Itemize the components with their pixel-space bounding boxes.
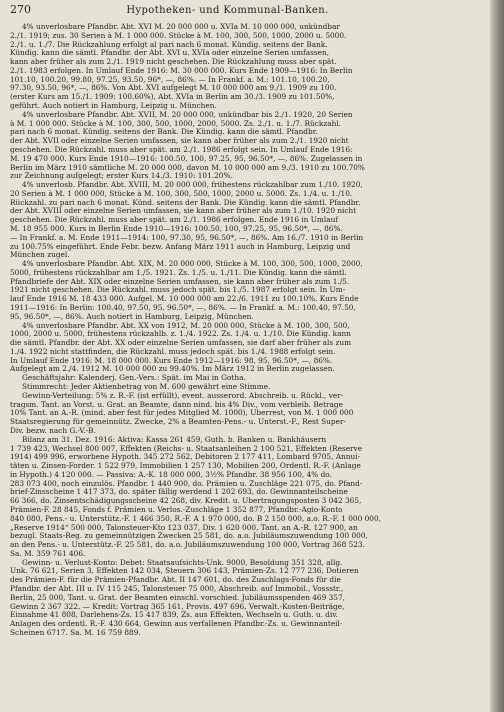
text-line: der Abt. XVIII oder einzelne Serien umfassen, sie kann aber früher als zum 1./10. 1920 nicht: [10, 207, 357, 216]
text-line: „Reserve 1914“ 500 000, Talonsteuer-Kto 123 037, Div. 1 620 000, Tant. an A.-R. 127 900, an: [10, 523, 358, 532]
text-line: zur Zeichnung aufgelegt; erster Kurs 14./3. 1910: 101.20%.: [10, 172, 233, 181]
text-line: Gewinn-Verteilung: 5% z. R.-F. (ist erfüllt), event. ausserord. Abschreib. u. Rückl., ver-: [22, 391, 344, 400]
text-line: 10% Tant. an A.-R. (mind. aber fest für jedes Mitglied M. 1000), Überrest, von M. 1 000 000: [10, 409, 354, 418]
text-line: 2./1. 1919; zus. 30 Serien à M. 1 000 000. Stücke à M. 100, 300, 500, 1000, 2000 u. 5000.: [10, 31, 347, 40]
text-line: 1000, 2000 u. 5000, frühestens rückzahlb. z. 1./4. 1922. Zs. 1./4. u. 1./10. Die Kündig. kann: [10, 330, 351, 339]
page-body: [10, 23, 484, 638]
text-line: — In Frankf. a. M. Ende 1911—1914: 100, 97.30, 95, 96.50*, —, 86%. Am 16./7. 1910 in Berlin: [10, 233, 364, 242]
text-line: 20 Serien à M. 1 000 000, Stücke à M. 100, 300, 500, 1000, 2000 u. 5000. Zs. 1./4. u. 1./10.: [10, 189, 353, 198]
text-line: 95, 96.50*, —, 86%. Auch notiert in Hamburg, Leipzig, München.: [10, 312, 254, 321]
text-line: 4% unverlosbare Pfandbr. Abt. XIX, M. 20 000 000, Stücke à M. 100, 300, 500, 1000, 2000,: [22, 260, 363, 269]
paragraph: [10, 559, 484, 638]
text-line: Kündig. kann die sämtl. Pfandbr. der Abt. XVI u. XVIa oder einzelne Serien umfassen,: [10, 49, 330, 58]
text-line: 840 080, Pens.- u. Unterstütz.-F. 1 466 350, R.-F. A 1 970 000, do. B 2 150 000, a.o. R.-F. 1 000 000,: [10, 514, 381, 523]
text-line: Einnahme 41 808, Darlehens-Zs. 15 417 839, Zs. aus Effekten, Wechseln u. Guth. u. div.: [10, 611, 338, 620]
text-line: 66 366, do. Zinsentschädigungsscheine 42 268, div. Kredit. u. Übertragungsposten 3 042 365,: [10, 497, 362, 506]
text-line: geschehen. Die Rückzahl. muss aber spät. am 2./1. 1986 erfolgt sein. In Umlauf Ende 1916:: [10, 145, 353, 154]
text-line: 1921 nicht geschehen. Die Rückzahl. muss jedoch spät. bis 1./5. 1987 erfolgt sein. In Um-: [10, 286, 346, 295]
paragraph: [10, 383, 484, 392]
text-line: M. 18 955 000. Kurs in Berlin Ende 1910—1916: 100.50, 100, 97.25, 95, 96.50*, —, 86%.: [10, 224, 343, 233]
text-line: (erster Kurs am 15./1. 1909: 100.60%), Abt. XVIa in Berlin am 30./3. 1909 zu 101.50%,: [10, 93, 335, 102]
text-line: Prämien-F. 28 845, Fonds f. Prämien u. Verlos.-Zuschläge 1 352 877, Pfandbr.-Agio-Konto: [10, 505, 343, 514]
text-line: 1 739 423, Wechsel 800 007, Effekten (Reichs- u. Staatsanleihen 2 100 521, Effekten (Reserve: [10, 444, 363, 453]
text-line: in Hypoth.) 4 120 000. — Passiva: A.-K. 18 000 000, 3½% Pfandbr. 38 956 100, 4% do.: [10, 470, 332, 479]
paragraph: [10, 111, 484, 181]
paragraph: [10, 322, 484, 375]
text-line: Pfandbriefe der Abt. XIX oder einzelne Serien umfassen, sie kann aber früher als zum 1./5.: [10, 277, 350, 286]
paragraph: [10, 374, 484, 383]
text-line: des Prämien-F. für die Prämien-Pfandbr. Abt. II 147 601, do. des Zuschlags-Fonds für die: [10, 576, 341, 585]
text-line: à M. 1 000 000. Stücke à M. 100, 300, 500, 1000, 2000, 5000. Zs. 2./1. u. 1./7. Rückzahl.: [10, 119, 341, 128]
text-line: 97.30, 93.50, 96*, —, 86%. Von Abt. XVI aufgelegt M. 10 000 000 am 9./1. 1909 zu 100.: [10, 84, 337, 93]
text-line: Aufgelegt am 2./4. 1912 M. 10 000 000 zu 99.40%. Im März 1912 in Berlin zugelassen.: [10, 365, 335, 374]
text-line: 2./1. 1983 erfolgen. In Umlauf Ende 1916: M. 30 000 000. Kurs Ende 1909—1916: In Berlin: [10, 66, 353, 75]
text-line: 5000, frühestens rückzahlbar am 1./5. 1921. Zs. 1./5. u. 1./11. Die Kündig. kann die sämtl.: [10, 268, 347, 277]
text-line: Rückzahl. zu pari nach 6 monat. Künd. seitens der Bank. Die Kündig. kann die sämtl. Pfandbr.: [10, 198, 361, 207]
text-line: Stimmrecht: Jeder Aktienbetrag von M. 600 gewährt eine Stimme.: [22, 383, 271, 392]
text-line: 283 073 400, noch einzulös. Pfandbr. 1 440 900, do. Prämien u. Zuschläge 221 075, do. Pfand-: [10, 479, 363, 488]
text-line: tragsm. Tant. an Vorst. u. Grat. an Beamte, dann nind. bis 4% Div., vom verbleib. Betrage: [10, 400, 343, 409]
text-line: 1914) 499 996, erworbene Hypoth. 345 272 562, Debitoren 2 177 411, Lombard 9705, Annui-: [10, 453, 361, 462]
page-number: 270: [10, 3, 31, 16]
text-line: Gewinn 2 367 322. — Kredit: Vortrag 365 161, Provis. 497 696, Verwalt.-Kosten-Beiträge,: [10, 602, 345, 611]
text-line: Bilanz am 31. Dez. 1916: Aktiva: Kassa 261 459, Guth. b. Banken u. Bankhäusern: [22, 435, 327, 444]
text-line: Div. bezw. nach G.-V.-B.: [10, 426, 96, 435]
text-line: 4% unverlosbare Pfandbr. Abt. XVII, M. 20 000 000, unkündbar bis 2./1. 1920, 20 Serien: [22, 110, 353, 119]
page-edge: [490, 0, 504, 712]
text-line: 1./4. 1922 nicht stattfinden, die Rückzahl. muss jedoch spät. bis 1./4. 1988 erfolgt sein.: [10, 347, 336, 356]
text-line: brief-Zinsscheine 1 417 373, do. später fällig werdend 1 202 693, do. Gewinnanteilscheine: [10, 488, 348, 497]
text-line: Berlin im März 1910 sämtliche M. 20 000 000, davon M. 10 000 000 am 9./3. 1910 zu 100.70%: [10, 163, 365, 172]
text-line: 4% unverlosbare Pfandbr. Abt. XVI M. 20 000 000 u. XVIa M. 10 000 000, unkündbar: [22, 23, 340, 31]
text-line: zu 100.75% eingeführt. Ende Febr. bezw. Anfang März 1911 auch in Hamburg, Leipzig und: [10, 242, 351, 251]
paragraph: [10, 392, 484, 436]
running-head: Hypotheken- und Kommunal-Banken.: [126, 5, 329, 16]
text-line: In Umlauf Ende 1916: M. 18 000 000. Kurs Ende 1912—1916: 98, 95, 96.50*, —, 86%.: [10, 356, 333, 365]
text-line: 4% unverlosbare Pfandbr. Abt. XX von 1912, M. 20 000 000, Stücke à M. 100, 300, 500,: [22, 321, 350, 330]
text-line: Geschäftsjahr: Kalenderj. Gen.-Vers.: Spät. im Mai in Gotha.: [22, 374, 246, 383]
text-line: geführt. Auch notiert in Hamburg, Leipzig u. München.: [10, 102, 217, 111]
paragraph: [10, 23, 484, 111]
text-line: der Abt. XVII oder einzelne Serien umfassen, sie kann aber früher als zum 2./1. 1920 nicht: [10, 137, 349, 146]
text-line: Pfandbr. der Abt. III u. IV 115 245, Talonsteuer 75 000, Abschreib. auf Immobil., Vossstr.,: [10, 585, 344, 593]
text-line: täten u. Zinsen-Forder. 1 522 979, Immobilien 1 257 130, Mobilien 200, Ordentl. R.-F. (Anlage: [10, 462, 361, 471]
text-line: an den Pens.- u. Unterstütz.-F. 25 581, do. a.o. Jubiläumszuwendung 100 000, Vortrag 368 523.: [10, 541, 365, 550]
text-line: 2./1. u. 1./7. Die Rückzahlung erfolgt al pari nach 6 monat. Kündig. seitens der Bank.: [10, 40, 328, 49]
text-line: Gewinn- u. Verlust-Konto: Debet: Staatsaufsichts-Unk. 9000, Besoldung 351 328, allg.: [22, 558, 343, 567]
page-header: [10, 3, 484, 19]
text-line: Scheinen 6717. Sa. M. 16 759 889.: [10, 628, 141, 637]
paragraph: [10, 260, 484, 321]
text-line: 4% unverlosb. Pfandbr. Abt. XVIII, M. 20 000 000, frühestens rückzahlbar zum 1./10. 1920,: [22, 181, 363, 190]
text-line: pari nach 6 monat. Kündig. seitens der Bank. Die Kündig. kann die sämtl. Pfandbr.: [10, 128, 318, 137]
text-line: kann aber früher als zum 2./1. 1919 nicht geschehen. Die Rückzahlung muss aber spät.: [10, 58, 337, 67]
paragraph: [10, 181, 484, 260]
text-line: geschehen. Die Rückzahl. muss aber spät. am 2./1. 1986 erfolgen. Ende 1916 in Umlauf: [10, 216, 339, 225]
text-line: Anlagen des ordentl. R.-F. 430 664, Gewinn aus verfallenen Pfandbr.-Zs. u. Gewinnanteil-: [10, 620, 343, 629]
text-line: 101.10, 100.20, 99.80, 97.25, 93.50, 96*, —, 86%. — In Frankf. a. M.: 101.10, 100.20,: [10, 75, 330, 84]
text-line: M. 19 470 000. Kurs Ende 1910—1916: 100.50, 100, 97.25, 95, 96.50*, —, 86%. Zugelassen in: [10, 154, 363, 163]
text-line: Berlin, 25 000, Tant. u. Grat. der Beamten einschl. vorschied. Jubiläumsspenden 469 357,: [10, 593, 345, 602]
text-line: lauf Ende 1916 M. 18 433 000. Aufgel. M. 10 000 000 am 22./6. 1911 zu 100.10%. Kurs Ende: [10, 295, 359, 304]
text-line: München zugel.: [10, 251, 70, 260]
text-line: die sämtl. Pfandbr. der Abt. XX oder einzelne Serien umfassen, sie darf aber früher als zum: [10, 339, 352, 348]
text-line: bezugl. Staats-Reg. zu gemeinnützigen Zwecken 25 581, do. a.o. Jubiläumszuwendung 100 000,: [10, 532, 368, 541]
text-line: Sa. M. 359 761 406.: [10, 549, 86, 558]
text-line: Unk. 76 621, Serien 3, Effekten 142 034, Steuern 306 143, Prämien-Zs. 12 777 236, Dotieren: [10, 567, 359, 576]
text-line: Staatsregierung für gemeinnütz. Zwecke, 2% a Beamten-Pens.- u. Unterst.-F., Rest Super-: [10, 418, 346, 427]
paragraph: [10, 436, 484, 559]
text-line: 1911—1916: In Berlin: 100.40, 97.50, 95, 96.50*, —, 86%. — In Frankf. a. M.: 100.40, 97.50,: [10, 304, 356, 312]
